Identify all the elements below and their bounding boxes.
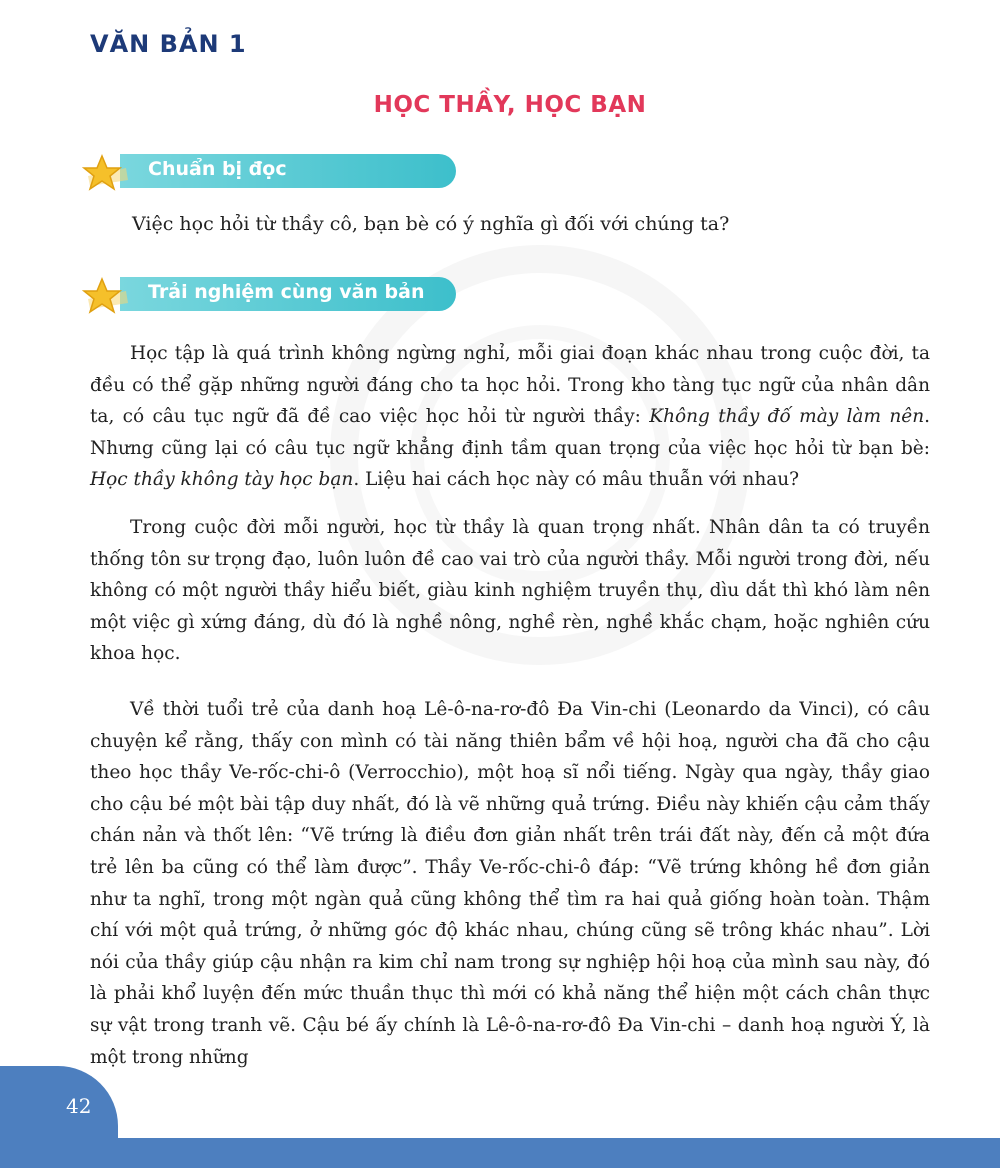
footer-band	[0, 1138, 1000, 1168]
page-number: 42	[66, 1094, 92, 1118]
banner-label-prepare: Chuẩn bị đọc	[148, 158, 287, 180]
prepare-question: Việc học hỏi từ thầy cô, bạn bè có ý nghĩa gì đối với chúng ta?	[132, 213, 730, 235]
paragraph-3: Về thời tuổi trẻ của danh hoạ Lê-ô-na-rơ-đô Đa Vin-chi (Leonardo da Vinci), có câu chuyện kể rằng, thấy con mình có tài năng thiên bẩm về hội hoạ, người cha đã cho cậu theo học thầy Ve-rốc-chi-ô (Verrocchio), một hoạ sĩ nổi tiếng. Ngày qua ngày, thầy giao cho cậu bé một bài tập duy nhất, đó là vẽ những quả trứng. Điều này khiến cậu cảm thấy chán nản và thốt lên: “Vẽ trứng là điều đơn giản nhất trên trái đất này, đến cả một đứa trẻ lên ba cũng có thể làm được”. Thầy Ve-rốc-chi-ô đáp: “Vẽ trứng không hề đơn giản như ta nghĩ, trong một ngàn quả cũng không thể tìm ra hai quả giống hoàn toàn. Thậm chí với một quả trứng, ở những góc độ khác nhau, chúng cũng sẽ trông khác nhau”. Lời nói của thầy giúp cậu nhận ra kim chỉ nam trong sự nghiệp hội hoạ của mình sau này, đó là phải khổ luyện đến mức thuần thục thì mới có khả năng thể hiện một cách chân thực sự vật trong tranh vẽ. Cậu bé ấy chính là Lê-ô-na-rơ-đô Đa Vin-chi – danh hoạ người Ý, là một trong những	[90, 699, 930, 1068]
star-icon	[82, 269, 142, 321]
page-number-tab	[0, 1066, 118, 1168]
paragraph-2: Trong cuộc đời mỗi người, học từ thầy là quan trọng nhất. Nhân dân ta có truyền thống tôn sư trọng đạo, luôn luôn đề cao vai trò của người thầy. Mỗi người trong đời, nếu không có một người thầy hiểu biết, giàu kinh nghiệm truyền thụ, dìu dắt thì khó làm nên một việc gì xứng đáng, dù đó là nghề nông, nghề rèn, nghề khắc chạm, hoặc nghiên cứu khoa học.	[90, 517, 930, 665]
star-icon	[82, 146, 142, 198]
banner-label-experience: Trải nghiệm cùng văn bản	[148, 281, 425, 303]
paragraph-1: Học tập là quá trình không ngừng nghỉ, mỗi giai đoạn khác nhau trong cuộc đời, ta đều có thể gặp những người đáng cho ta học hỏi. Trong kho tàng tục ngữ của nhân dân ta, có câu tục ngữ đã đề cao việc học hỏi từ người thầy: Không thầy đố mày làm nên. Nhưng cũng lại có câu tục ngữ khẳng định tầm quan trọng của việc học hỏi từ bạn bè: Học thầy không tày học bạn. Liệu hai cách học này có mâu thuẫn với nhau?	[90, 343, 930, 491]
lesson-label: VĂN BẢN 1	[90, 30, 247, 58]
proverb-1: Không thầy đố mày làm nên	[649, 406, 925, 428]
page-title: HỌC THẦY, HỌC BẠN	[373, 92, 647, 118]
proverb-2: Học thầy không tày học bạn	[90, 469, 354, 491]
